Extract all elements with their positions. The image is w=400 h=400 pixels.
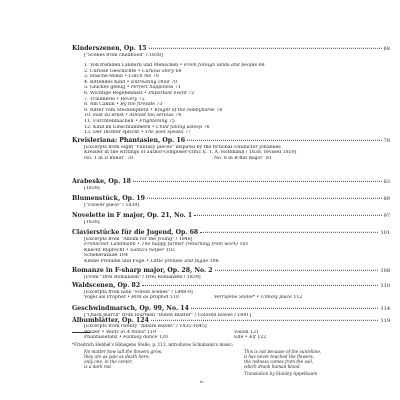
entry-note: ["Scenes from childhood" / 1838] (84, 52, 163, 58)
dot-leader (133, 181, 382, 182)
list-item[interactable]: Verrufene Stelle* • Unholy place 112 (214, 295, 303, 301)
list-item[interactable]: 11. Fürchtenmachen • Frightening 75 (84, 118, 175, 124)
entry-page: 101 (380, 230, 390, 236)
list-item[interactable]: 13. Der Dichter spricht • The poet speaks 77 (84, 130, 192, 136)
toc-entry-clavierstuecke[interactable] (72, 230, 390, 265)
kinderszenen-items (72, 63, 390, 136)
list-item[interactable]: 1. Von fremden Ländern und Menschen • From foreign lands and people 68 (84, 63, 265, 68)
toc-entry-arabeske[interactable] (72, 179, 390, 191)
list-item[interactable]: 4. Bittendes Kind • Entreating child 70 (84, 79, 178, 85)
list-item[interactable]: Scheherazade 104 (84, 253, 128, 259)
entry-note: [Excerpts from "Album for the young" / 1848] (84, 236, 193, 242)
entry-note: [Excerpts from twenty "Album leaves" / 1835-1845] (84, 324, 207, 329)
list-item[interactable]: Vogel als Prophet • Bird as prophet 110 (84, 295, 179, 301)
translation-credit: Translation by Stanley Appelbaum (244, 371, 318, 376)
entry-page: 89 (383, 196, 390, 202)
dot-leader (191, 308, 379, 309)
dot-leader (187, 140, 382, 141)
dot-leader (147, 198, 382, 199)
entry-note: ["Quick march" from fourteen "Bunte Blätter" / Colored leaves / 1841] (84, 312, 252, 318)
entry-note: [1838] (84, 219, 100, 225)
entry-note: ["Flower piece" / 1839] (84, 202, 140, 208)
entry-title: Waldscenen, Op. 82 (72, 282, 141, 289)
list-item[interactable]: 6. Wichtige Begebenheit • Important event 72 (84, 90, 195, 96)
list-item[interactable]: No. 1 in D minor 78 (84, 155, 134, 161)
poem-german-translation-right: This is not because of the sun/shine, it has never touched the flowers; the redness comes from the soil, which drank human blood. (244, 349, 322, 369)
waldscenen-items (84, 295, 390, 301)
entry-title: Kinderszenen, Op. 15 (72, 45, 147, 52)
toc-entry-novelette[interactable] (72, 213, 390, 225)
list-item[interactable]: Elfe • Elf 122 (234, 335, 267, 341)
dot-leader (149, 48, 382, 49)
entry-title: Clavierstücke für die Jugend, Op. 68 (72, 229, 199, 236)
entry-title: Blumenstück, Op. 19 (72, 195, 145, 202)
entry-page: 97 (383, 213, 390, 219)
list-item[interactable]: 12. Kind im Einschlummern • Child falling asleep 76 (84, 124, 210, 130)
toc-entry-romanze[interactable] (72, 268, 390, 280)
footnote: *Friedrich Hebbel's Hänsgens Stelle, p. 112, introduces Schumann's music: (72, 342, 234, 347)
list-item[interactable]: 10. Fast zu ernst • Almost too serious 74 (84, 113, 182, 119)
poem-german-translation-left: No matter how tall the flowers grow, they are as pale as death here; only one, in the center, is a dark red. (84, 349, 163, 369)
list-item[interactable]: Fröhlicher Landmann • The happy farmer (returning from work) 101 (84, 242, 249, 248)
entry-note: [From "Drei Romanzen" / Drei Romanzen / 1839] (84, 274, 201, 280)
entry-note: [1839] (84, 185, 100, 191)
kreisleriana-items (84, 156, 390, 162)
entry-page: 83 (383, 179, 390, 185)
entry-title: Albumblätter, Op. 124 (72, 317, 149, 324)
list-item[interactable]: 2. Curiose Geschichte • Curious story 68 (84, 68, 182, 74)
entry-note: Kreisler in the writings of author-composer-critic E. T. A. Hoffmann / 1838, revised 1850] (84, 150, 297, 156)
entry-title: Arabeske, Op. 18 (72, 178, 131, 185)
toc-entry-blumenstueck[interactable] (72, 196, 390, 208)
entry-note: [Excerpts from eight "Fantasy pieces" inspired by the fictional conductor Johannes (84, 144, 281, 150)
list-item[interactable]: Kleine Preludie und Fuge • Little prelude and fugue 106 (84, 258, 219, 264)
entry-page: 119 (380, 318, 390, 324)
list-item[interactable]: Knecht Ruprecht • Santa's helper 102 (84, 247, 175, 253)
list-item[interactable]: Walzer • Waltz in A minor 119 (84, 329, 156, 335)
list-item[interactable]: 7. Träumerei • Revery 72 (84, 96, 145, 102)
toc-entry-waldscenen[interactable] (72, 283, 390, 301)
list-item[interactable]: Vision 121 (234, 329, 260, 335)
entry-page: 108 (380, 268, 390, 274)
entry-title: Novelette in F major, Op. 21, No. 1 (72, 212, 193, 219)
list-item[interactable]: 5. Glückes genug • Perfect happiness 71 (84, 85, 181, 91)
toc-entry-kinderszenen[interactable] (72, 46, 390, 58)
list-item[interactable]: Phantasietanz • Fantasy dance 120 (84, 335, 168, 341)
entry-page: 110 (380, 283, 390, 289)
entry-page: 114 (380, 306, 390, 312)
toc-entry-kreisleriana[interactable] (72, 138, 390, 161)
entry-page: 78 (383, 138, 390, 144)
entry-title: Romanze in F-sharp major, Op. 28, No. 2 (72, 267, 213, 274)
list-item[interactable]: No. 8 in B-flat major 81 (214, 155, 272, 161)
entry-page: 68 (383, 46, 390, 52)
dot-leader (200, 232, 378, 233)
list-item[interactable]: 9. Ritter vom Steckenpferd • Knight of the hobbyhorse 74 (84, 107, 223, 113)
albumblaetter-row-2 (84, 335, 390, 341)
entry-title: Kreisleriana: Phantasien, Op. 16 (72, 137, 186, 144)
dot-leader (151, 320, 379, 321)
dot-leader (194, 215, 381, 216)
list-item[interactable]: 8. Am Camin • By the fireside 73 (84, 102, 163, 108)
entry-note: [Excerpts from nine "Forest scenes" / 1848-9] (84, 289, 193, 295)
list-item[interactable]: 3. Hasche-Mann • Catch me 70 (84, 74, 159, 80)
dot-leader (215, 270, 379, 271)
dot-leader (142, 285, 378, 286)
entry-title: Geschwindmarsch, Op. 99, No. 14 (72, 305, 189, 312)
page-number: iv (200, 379, 204, 384)
albumblaetter-details (72, 324, 390, 341)
